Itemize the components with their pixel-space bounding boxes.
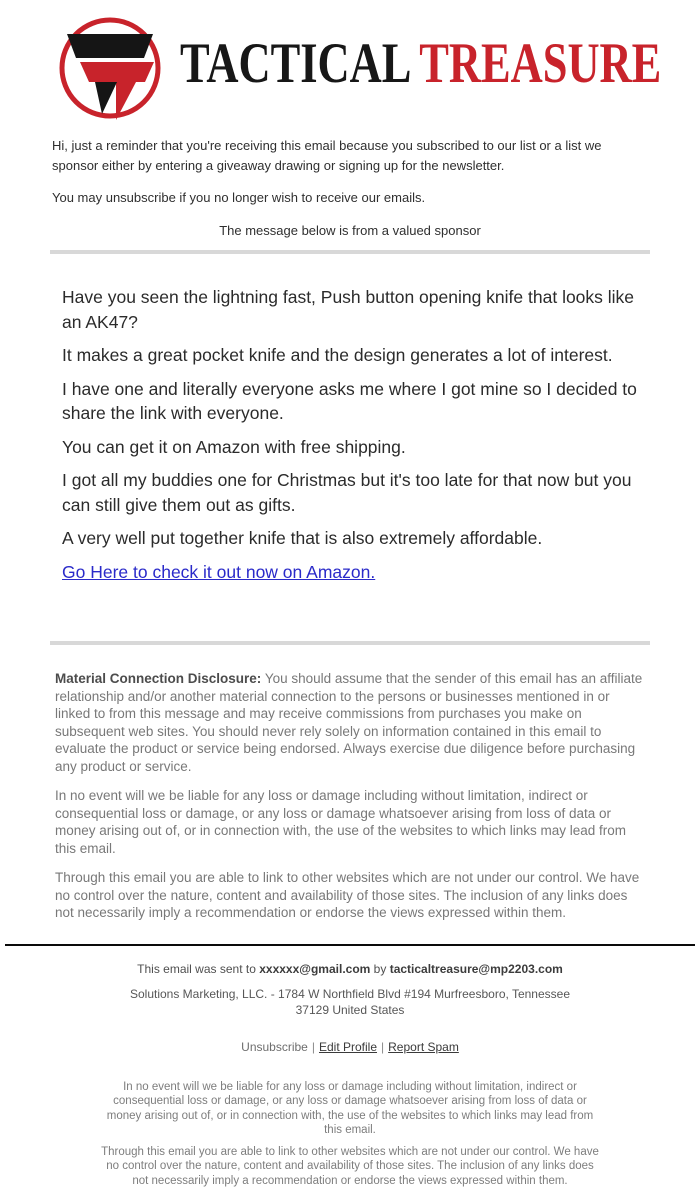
message-paragraph: You can get it on Amazon with free shipping. [62,436,406,457]
sent-to-line [0,962,700,976]
amazon-cta-link[interactable]: Go Here to check it out now on Amazon. [62,561,376,582]
reminder-text: Hi, just a reminder that you're receiving this email because you subscribed to our list or a list we sponsor either by entering a giveaway drawing or signing up for the newsletter. [52,138,602,173]
subscription-notice [0,122,700,240]
message-paragraph: It makes a great pocket knife and the design generates a lot of interest. [62,345,613,365]
footer-links-row [0,1040,700,1054]
disclosure-body: You should assume that the sender of this email has an affiliate relationship and/or another material connection to the persons or businesses mentioned in or linked to from this message and may receive commissions from purchases you make on subsequent web sites. You should never rely solely on information contained in this email to evaluate the product or service being endorsed. Always exercise due diligence before purchasing any product or service. [55,671,643,774]
footer-legal-links: Through this email you are able to link to other websites which are not under our control. We have no control over the nature, content and availability of those sites. The inclusion of any links does not necessarily imply a recommendation or endorse the views expressed within them. [101,1145,599,1187]
recipient-email: xxxxxx@gmail.com [259,961,371,976]
footer-legal-liability: In no event will we be liable for any loss or damage including without limitation, indirect or consequential loss or damage, or any loss or damage whatsoever arising from loss of data or money arising out of, or in connection with, the use of the websites to which links may lead from this email. [106,1080,594,1136]
message-paragraph: A very well put together knife that is also extremely affordable. [62,528,543,548]
sponsor-message [0,254,700,641]
disclosure-paragraph [55,670,645,775]
sender-email: tacticaltreasure@mp2203.com [389,961,563,976]
brand-wordmark [180,31,662,95]
message-paragraph: I have one and literally everyone asks me where I got mine so I decided to share the link with everyone. [62,378,637,423]
sent-to-prefix: This email was sent to [137,961,256,976]
unsubscribe-note: You may unsubscribe if you no longer wish to receive our emails. [52,190,426,205]
tactical-treasure-logo-icon [50,8,170,122]
brand-name-treasure: TREASURE [419,31,662,95]
external-links-paragraph: Through this email you are able to link to other websites which are not under our control. We have no control over the nature, content and availability of those sites. The inclusion of any links does not necessarily imply a recommendation or endorse the views expressed within them. [55,870,640,920]
link-separator: | [381,1039,385,1054]
report-spam-link[interactable]: Report Spam [388,1039,459,1054]
disclosure-title: Material Connection Disclosure: [55,671,262,686]
sent-by-connector: by [373,961,387,976]
message-paragraph: I got all my buddies one for Christmas but it's too late for that now but you can still give them out as gifts. [62,470,632,515]
brand-name-tactical: TACTICAL [180,31,412,95]
sponsor-note: The message below is from a valued sponsor [219,222,481,238]
unsubscribe-link[interactable]: Unsubscribe [241,1039,308,1054]
edit-profile-link[interactable]: Edit Profile [318,1039,378,1054]
liability-paragraph: In no event will we be liable for any loss or damage including without limitation, indirect or consequential loss or damage, or any loss or damage whatsoever arising from loss of data or money arising out of, or in connection with, the use of the websites to which links may lead from this email. [55,788,627,856]
message-paragraph: Have you seen the lightning fast, Push button opening knife that looks like an AK47? [62,287,635,332]
brand-header [0,0,700,122]
disclosure-section [0,645,700,944]
company-address: Solutions Marketing, LLC. - 1784 W Northfield Blvd #194 Murfreesboro, Tennessee 37129 United States [129,986,570,1017]
link-separator: | [311,1039,315,1054]
email-footer [0,946,700,1188]
